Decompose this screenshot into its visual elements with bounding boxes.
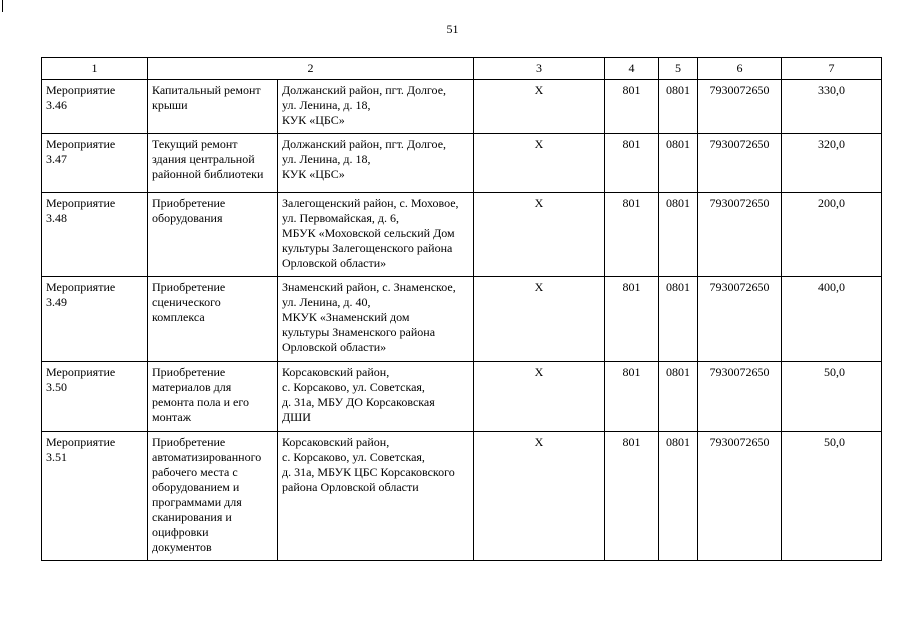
table-row	[42, 134, 882, 193]
location-cell-text: Должанский район, пгт. Долгое, ул. Ленина, д. 18, КУК «ЦБС»	[282, 137, 447, 181]
description-cell-text: Приобретение сценического комплекса	[152, 280, 226, 324]
amount-cell	[782, 432, 882, 561]
column-header-3: 3	[474, 58, 605, 80]
target-code-cell	[698, 277, 782, 362]
location-cell	[278, 80, 474, 134]
location-cell	[278, 432, 474, 561]
amount-cell-text: 330,0	[818, 83, 845, 97]
mark-cell-text: Х	[534, 435, 544, 449]
location-cell	[278, 193, 474, 277]
section-cell	[659, 277, 698, 362]
section-cell-text: 0801	[666, 83, 690, 97]
activity-cell	[42, 277, 148, 362]
amount-cell-text: 320,0	[818, 137, 845, 151]
mark-cell	[474, 362, 605, 432]
section-cell-text: 0801	[666, 435, 690, 449]
target-code-cell-text: 7930072650	[709, 137, 770, 151]
amount-cell	[782, 134, 882, 193]
description-cell-text: Приобретение материалов для ремонта пола и его монтаж	[152, 365, 250, 424]
location-cell	[278, 362, 474, 432]
amount-cell-text: 50,0	[824, 365, 845, 379]
column-header-7: 7	[782, 58, 882, 80]
column-header-2: 2	[148, 58, 474, 80]
location-cell-text: Знаменский район, с. Знаменское, ул. Ленина, д. 40, МКУК «Знаменский дом культуры Знаменского района Орловской области»	[282, 280, 456, 354]
target-code-cell-text: 7930072650	[709, 83, 770, 97]
table-row	[42, 277, 882, 362]
activities-table	[41, 57, 882, 561]
description-cell	[148, 134, 278, 193]
activity-cell-text: Мероприятие 3.47	[46, 137, 116, 166]
column-header-4: 4	[605, 58, 659, 80]
mark-cell	[474, 193, 605, 277]
section-cell-text: 0801	[666, 137, 690, 151]
code-cell	[605, 277, 659, 362]
page-number: 51	[446, 22, 459, 36]
location-cell	[278, 134, 474, 193]
activity-cell-text: Мероприятие 3.50	[46, 365, 116, 394]
target-code-cell	[698, 134, 782, 193]
target-code-cell-text: 7930072650	[709, 365, 770, 379]
mark-cell	[474, 432, 605, 561]
amount-cell	[782, 277, 882, 362]
description-cell	[148, 193, 278, 277]
table-row	[42, 362, 882, 432]
description-cell	[148, 432, 278, 561]
section-cell-text: 0801	[666, 365, 690, 379]
table-row	[42, 193, 882, 277]
amount-cell	[782, 362, 882, 432]
target-code-cell-text: 7930072650	[709, 435, 770, 449]
amount-cell-text: 400,0	[818, 280, 845, 294]
activity-cell-text: Мероприятие 3.46	[46, 83, 116, 112]
section-cell	[659, 362, 698, 432]
target-code-cell	[698, 362, 782, 432]
description-cell	[148, 362, 278, 432]
code-cell	[605, 362, 659, 432]
mark-cell	[474, 134, 605, 193]
target-code-cell	[698, 193, 782, 277]
mark-cell-text: Х	[534, 280, 544, 294]
section-cell	[659, 193, 698, 277]
section-cell-text: 0801	[666, 196, 690, 210]
location-cell-text: Должанский район, пгт. Долгое, ул. Ленина, д. 18, КУК «ЦБС»	[282, 83, 447, 127]
table-row	[42, 432, 882, 561]
target-code-cell	[698, 80, 782, 134]
section-cell	[659, 80, 698, 134]
section-cell	[659, 134, 698, 193]
location-cell-text: Корсаковский район, с. Корсаково, ул. Советская, д. 31а, МБУК ЦБС Корсаковского района Орловской области	[282, 435, 455, 494]
section-cell-text: 0801	[666, 280, 690, 294]
code-cell-text: 801	[622, 196, 641, 210]
code-cell	[605, 193, 659, 277]
description-cell	[148, 80, 278, 134]
mark-cell	[474, 277, 605, 362]
code-cell-text: 801	[622, 137, 641, 151]
mark-cell-text: Х	[534, 365, 544, 379]
code-cell-text: 801	[622, 83, 641, 97]
mark-cell	[474, 80, 605, 134]
code-cell	[605, 80, 659, 134]
target-code-cell-text: 7930072650	[709, 280, 770, 294]
activity-cell-text: Мероприятие 3.49	[46, 280, 116, 309]
amount-cell-text: 50,0	[824, 435, 845, 449]
target-code-cell-text: 7930072650	[709, 196, 770, 210]
amount-cell	[782, 80, 882, 134]
activity-cell-text: Мероприятие 3.51	[46, 435, 116, 464]
description-cell-text: Приобретение автоматизированного рабочего места с оборудованием и программами для сканирования и оцифровки документов	[152, 435, 262, 554]
location-cell-text: Корсаковский район, с. Корсаково, ул. Советская, д. 31а, МБУ ДО Корсаковская ДШИ	[282, 365, 435, 424]
description-cell-text: Текущий ремонт здания центральной районной библиотеки	[152, 137, 264, 181]
location-cell	[278, 277, 474, 362]
activity-cell	[42, 432, 148, 561]
column-header-6: 6	[698, 58, 782, 80]
mark-cell-text: Х	[534, 137, 544, 151]
code-cell	[605, 134, 659, 193]
description-cell	[148, 277, 278, 362]
amount-cell-text: 200,0	[818, 196, 845, 210]
description-cell-text: Приобретение оборудования	[152, 196, 226, 225]
description-cell-text: Капитальный ремонт крыши	[152, 83, 261, 112]
code-cell-text: 801	[622, 365, 641, 379]
corner-mark	[2, 0, 3, 12]
mark-cell-text: Х	[534, 196, 544, 210]
target-code-cell	[698, 432, 782, 561]
location-cell-text: Залегощенский район, с. Моховое, ул. Первомайская, д. 6, МБУК «Моховской сельский Дом культуры Залегощенского района Орловской области»	[282, 196, 459, 270]
code-cell	[605, 432, 659, 561]
activity-cell	[42, 134, 148, 193]
activity-cell	[42, 193, 148, 277]
activity-cell	[42, 80, 148, 134]
section-cell	[659, 432, 698, 561]
activity-cell-text: Мероприятие 3.48	[46, 196, 116, 225]
mark-cell-text: Х	[534, 83, 544, 97]
code-cell-text: 801	[622, 435, 641, 449]
column-header-1: 1	[42, 58, 148, 80]
column-header-5: 5	[659, 58, 698, 80]
table-row	[42, 80, 882, 134]
amount-cell	[782, 193, 882, 277]
header-row	[42, 58, 882, 80]
code-cell-text: 801	[622, 280, 641, 294]
activity-cell	[42, 362, 148, 432]
